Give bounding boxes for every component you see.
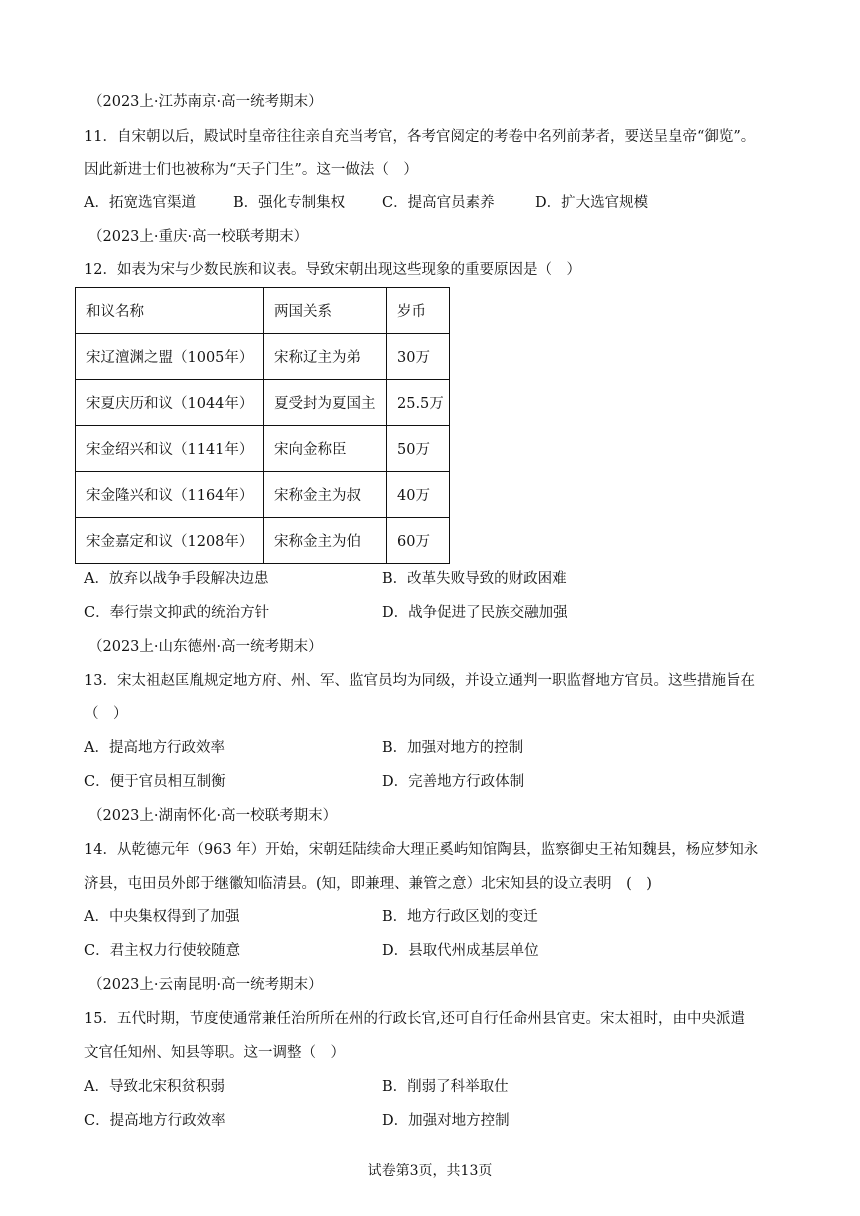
q11-stem-line2: 因此新进士们也被称为“天子门生”。这一做法（ ） — [84, 162, 418, 178]
table-cell: 宋金绍兴和议（1141年） — [76, 426, 264, 472]
q15-stem-line1: 15．五代时期，节度使通常兼任治所所在州的行政长官,还可自行任命州县官吏。宋太祖时，由中央派遣 — [84, 1011, 746, 1027]
q13-option-b[interactable]: B．加强对地方的控制 — [382, 740, 524, 756]
q14-option-a[interactable]: A．中央集权得到了加强 — [84, 909, 240, 925]
table-header-cell: 岁币 — [387, 288, 450, 334]
q13-option-c[interactable]: C．便于官员相互制衡 — [84, 774, 226, 790]
q14-option-c[interactable]: C．君主权力行使较随意 — [84, 943, 241, 959]
page-footer: 试卷第3页，共13页 — [367, 1163, 493, 1179]
q12-option-b[interactable]: B．改革失败导致的财政困难 — [382, 571, 567, 587]
q14-option-b[interactable]: B．地方行政区划的变迁 — [382, 909, 538, 925]
table-cell: 宋称金主为叔 — [264, 472, 387, 518]
q15-stem-line2: 文官任知州、知县等职。这一调整（ ） — [84, 1045, 345, 1061]
q11-stem-line1: 11．自宋朝以后，殿试时皇帝往往亲自充当考官，各考官阅定的考卷中名列前茅者，要送呈皇帝“御览”。 — [84, 129, 756, 145]
q14-stem-line1: 14．从乾德元年（963 年）开始，宋朝廷陆续命大理正奚屿知馆陶县，监察御史王祐知魏县，杨应梦知永 — [84, 842, 759, 858]
table-cell: 宋称辽主为弟 — [264, 334, 387, 380]
table-cell: 30万 — [387, 334, 450, 380]
table-cell: 40万 — [387, 472, 450, 518]
table-cell: 宋金隆兴和议（1164年） — [76, 472, 264, 518]
q13-stem-line1: 13．宋太祖赵匡胤规定地方府、州、军、监官员均为同级，并设立通判一职监督地方官员。这些措施旨在 — [84, 673, 755, 689]
q14-source: （2023上·湖南怀化·高一校联考期末） — [88, 808, 338, 824]
q12-stem: 12．如表为宋与少数民族和议表。导致宋朝出现这些现象的重要原因是（ ） — [84, 262, 581, 278]
q12-source: （2023上·重庆·高一校联考期末） — [88, 229, 309, 245]
table-header-cell: 两国关系 — [264, 288, 387, 334]
q13-stem-line2: （ ） — [84, 706, 128, 722]
q13-source: （2023上·山东德州·高一统考期末） — [88, 639, 323, 655]
q11-option-c[interactable]: C．提高官员素养 — [382, 195, 495, 211]
table-cell: 夏受封为夏国主 — [264, 380, 387, 426]
table-row — [76, 380, 450, 426]
table-cell: 宋夏庆历和议（1044年） — [76, 380, 264, 426]
q11-option-b[interactable]: B．强化专制集权 — [233, 195, 346, 211]
table-row — [76, 518, 450, 564]
q12-option-a[interactable]: A．放弃以战争手段解决边患 — [84, 571, 269, 587]
q15-option-c[interactable]: C．提高地方行政效率 — [84, 1113, 226, 1129]
table-header-row — [76, 288, 450, 334]
q11-option-a[interactable]: A．拓宽选官渠道 — [84, 195, 196, 211]
table-cell: 60万 — [387, 518, 450, 564]
table-cell: 25.5万 — [387, 380, 450, 426]
peace-treaty-table — [75, 287, 450, 564]
q11-source: （2023上·江苏南京·高一统考期末） — [88, 94, 323, 110]
q13-option-d[interactable]: D．完善地方行政体制 — [382, 774, 525, 790]
q15-option-a[interactable]: A．导致北宋积贫积弱 — [84, 1079, 225, 1095]
q15-option-d[interactable]: D．加强对地方控制 — [382, 1113, 510, 1129]
q15-source: （2023上·云南昆明·高一统考期末） — [88, 977, 323, 993]
table-cell: 宋金嘉定和议（1208年） — [76, 518, 264, 564]
table-cell: 宋称金主为伯 — [264, 518, 387, 564]
table-row — [76, 472, 450, 518]
q13-option-a[interactable]: A．提高地方行政效率 — [84, 740, 225, 756]
q11-option-d[interactable]: D．扩大选官规模 — [535, 195, 649, 211]
q12-option-c[interactable]: C．奉行崇文抑武的统治方针 — [84, 605, 270, 621]
table-cell: 宋向金称臣 — [264, 426, 387, 472]
table-cell: 宋辽澶渊之盟（1005年） — [76, 334, 264, 380]
table-cell: 50万 — [387, 426, 450, 472]
q15-option-b[interactable]: B．削弱了科举取仕 — [382, 1079, 509, 1095]
table-row — [76, 334, 450, 380]
q14-option-d[interactable]: D．县取代州成基层单位 — [382, 943, 539, 959]
q14-stem-line2: 济县，屯田员外郎于继徽知临清县。(知，即兼理、兼管之意）北宋知县的设立表明 ( ) — [84, 876, 652, 892]
table-header-cell: 和议名称 — [76, 288, 264, 334]
q12-option-d[interactable]: D．战争促进了民族交融加强 — [382, 605, 568, 621]
table-row — [76, 426, 450, 472]
